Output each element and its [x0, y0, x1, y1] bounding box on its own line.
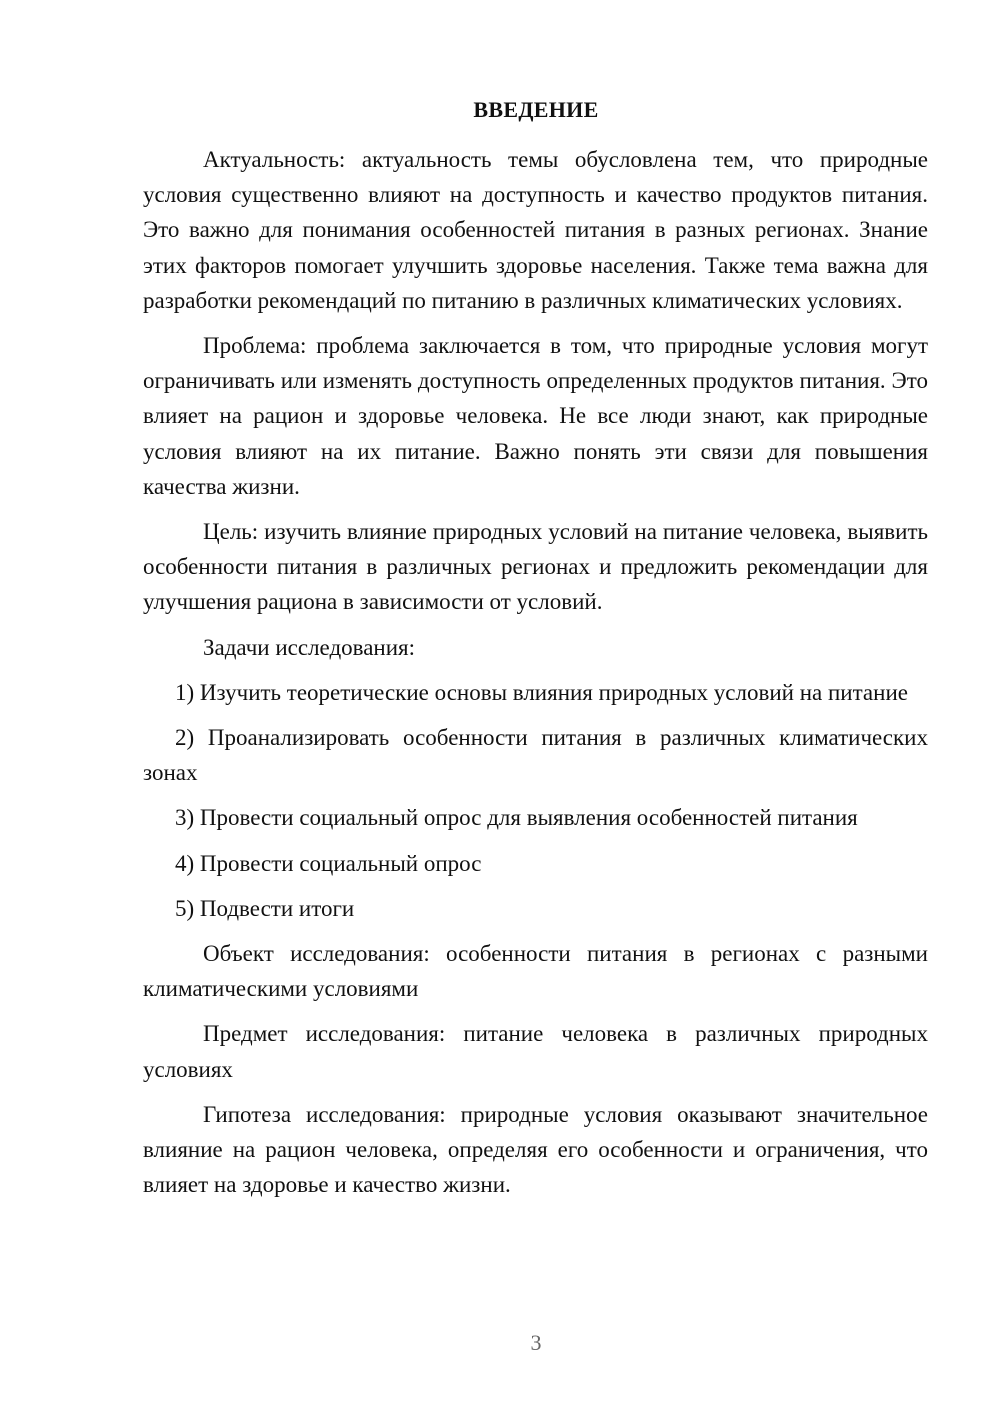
task-item: 1) Изучить теоретические основы влияния природных условий на питание	[175, 679, 908, 705]
subject-paragraph: Предмет исследования: питание человека в различных природных условиях	[143, 1021, 928, 1082]
task-item: 3) Провести социальный опрос для выявления особенностей питания	[175, 805, 858, 831]
section-title: ВВЕДЕНИЕ	[473, 97, 599, 122]
task-item: 4) Провести социальный опрос	[175, 850, 482, 876]
hypothesis-paragraph: Гипотеза исследования: природные условия оказывают значительное влияние на рацион человека, определяя его особенности и ограничения, что влияет на здоровье и качество жизни.	[143, 1101, 928, 1198]
tasks-heading: Задачи исследования:	[203, 634, 416, 660]
page-number: 3	[530, 1330, 542, 1355]
object-paragraph: Объект исследования: особенности питания в регионах с разными климатическими условиями	[143, 941, 928, 1002]
goal-paragraph: Цель: изучить влияние природных условий на питание человека, выявить особенности питания в различных регионах и предложить рекомендации для улучшения рациона в зависимости от условий.	[143, 519, 928, 615]
task-item: 2) Проанализировать особенности питания в различных климатических зонах	[143, 725, 928, 786]
document-body	[143, 142, 928, 1212]
problem-paragraph: Проблема: проблема заключается в том, что природные условия могут ограничивать или изменять доступность определенных продуктов питания. Это влияет на рацион и здоровье человека. Не все люди знают, как природные условия влияют на их питание. Важно понять эти связи для повышения качества жизни.	[143, 333, 928, 499]
task-item: 5) Подвести итоги	[175, 895, 355, 921]
relevance-paragraph: Актуальность: актуальность темы обусловлена тем, что природные условия существенно влияют на доступность и качество продуктов питания. Это важно для понимания особенностей питания в разных регионах. Знание этих факторов помогает улучшить здоровье населения. Также тема важна для разработки рекомендаций по питанию в различных климатических условиях.	[143, 147, 928, 313]
